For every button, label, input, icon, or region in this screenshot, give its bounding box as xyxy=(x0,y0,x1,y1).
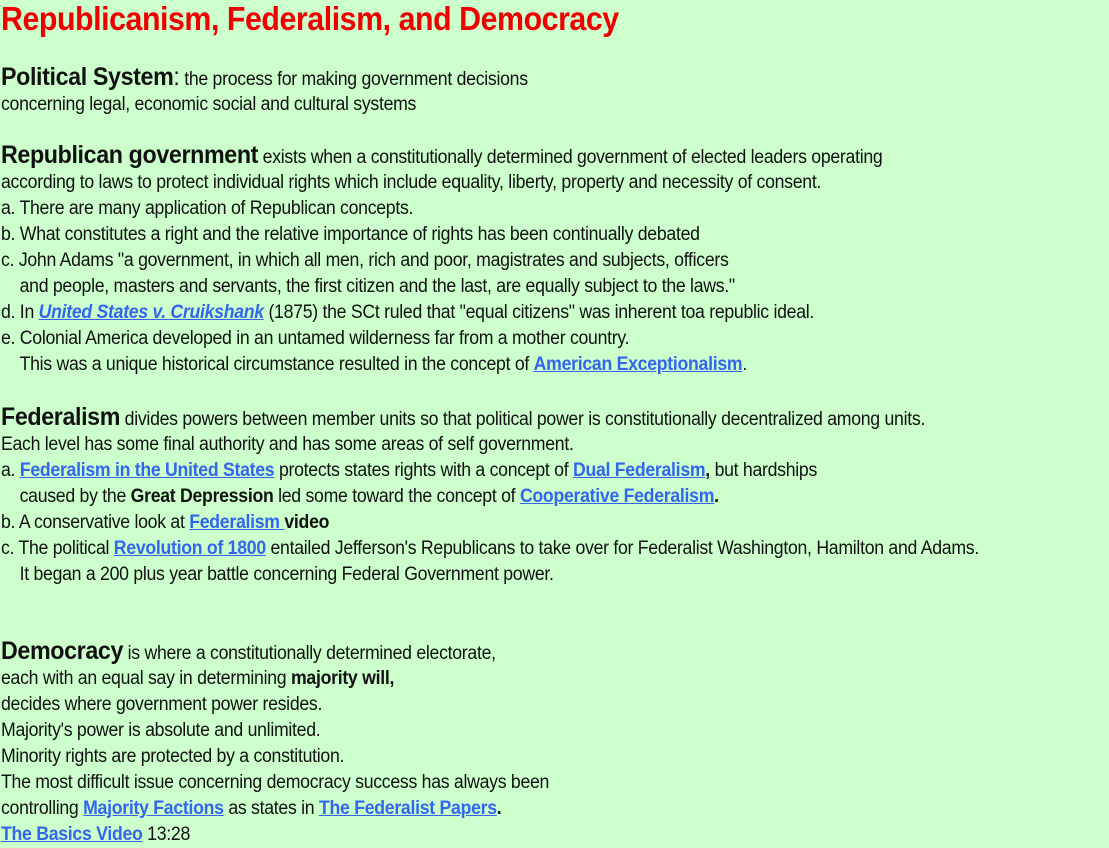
democracy-line3: decides where government power resides. xyxy=(1,694,323,715)
republican-item-d xyxy=(1,300,882,326)
democracy-section xyxy=(1,636,549,848)
great-depression-text: Great Depression xyxy=(130,486,274,507)
political-system-term: Political System xyxy=(1,63,174,91)
revolution-1800-link[interactable]: Revolution of 1800 xyxy=(113,538,266,559)
political-system-line2: concerning legal, economic social and cultural systems xyxy=(1,94,417,115)
federalism-item-a-comma: , xyxy=(705,460,710,481)
republican-item-b: b. What constitutes a right and the relative importance of rights has been continually debated xyxy=(1,224,700,245)
democracy-line7-mid: as states in xyxy=(223,798,319,819)
federalism-in-us-link[interactable]: Federalism in the United States xyxy=(19,460,275,481)
majority-will-text: majority will, xyxy=(290,668,395,689)
american-exceptionalism-link[interactable]: American Exceptionalism xyxy=(533,354,743,375)
federalism-section xyxy=(1,402,979,588)
political-system-definition: the process for making government decisions xyxy=(179,69,528,90)
democracy-line6: The most difficult issue concerning democracy success has always been xyxy=(1,772,550,793)
republican-section xyxy=(1,140,882,378)
republican-item-a: a. There are many application of Republican concepts. xyxy=(1,198,414,219)
democracy-term: Democracy xyxy=(1,637,124,665)
political-system-section xyxy=(1,62,528,118)
basics-video-duration: 13:28 xyxy=(142,824,191,845)
democracy-basics-line xyxy=(1,822,549,848)
video-text: video xyxy=(284,512,330,533)
federalism-item-c-suffix: entailed Jefferson's Republicans to take over for Federalist Washington, Hamilton and Adams. xyxy=(265,538,979,559)
republican-item-c2: and people, masters and servants, the first citizen and the last, are equally subject to the laws." xyxy=(19,276,735,297)
cooperative-federalism-link[interactable]: Cooperative Federalism xyxy=(519,486,715,507)
federalism-item-c xyxy=(1,536,979,562)
republican-item-e2 xyxy=(1,352,882,378)
federalist-papers-link[interactable]: The Federalist Papers xyxy=(318,798,497,819)
democracy-line4: Majority's power is absolute and unlimited. xyxy=(1,720,321,741)
federalism-item-b xyxy=(1,510,979,536)
federalism-item-a-prefix: a. xyxy=(1,460,20,481)
federalism-item-a2 xyxy=(1,484,979,510)
republican-item-e1: e. Colonial America developed in an untamed wilderness far from a mother country. xyxy=(1,328,630,349)
political-system-colon: : xyxy=(173,63,180,91)
democracy-line7-suffix: . xyxy=(496,798,502,819)
democracy-line7 xyxy=(1,796,549,822)
majority-factions-link[interactable]: Majority Factions xyxy=(83,798,224,819)
republican-item-d-suffix: (1875) the SCt ruled that "equal citizens" was inherent toa republic ideal. xyxy=(263,302,815,323)
republican-line1: exists when a constitutionally determined government of elected leaders operating xyxy=(258,147,883,168)
federalism-item-a2-mid: led some toward the concept of xyxy=(273,486,520,507)
republican-item-e2-suffix: . xyxy=(742,354,747,375)
federalism-item-a2-suffix: . xyxy=(714,486,719,507)
republican-term: Republican government xyxy=(1,141,259,169)
federalism-item-a2-prefix: caused by the xyxy=(19,486,131,507)
cruikshank-link[interactable]: United States v. Cruikshank xyxy=(38,302,264,323)
democracy-line1: is where a constitutionally determined electorate, xyxy=(123,643,496,664)
republican-item-e2-prefix: This was a unique historical circumstance resulted in the concept of xyxy=(19,354,534,375)
republican-line2: according to laws to protect individual rights which include equality, liberty, property and necessity of consent. xyxy=(1,172,822,193)
basics-video-link[interactable]: The Basics Video xyxy=(1,824,143,845)
democracy-line2 xyxy=(1,666,549,692)
federalism-item-a xyxy=(1,458,979,484)
federalism-line2: Each level has some final authority and has some areas of self government. xyxy=(1,434,574,455)
federalism-term: Federalism xyxy=(1,403,121,431)
dual-federalism-link[interactable]: Dual Federalism xyxy=(572,460,706,481)
federalism-item-c2: It began a 200 plus year battle concerning Federal Government power. xyxy=(19,564,554,585)
democracy-line7-prefix: controlling xyxy=(1,798,84,819)
republican-item-d-prefix: d. In xyxy=(1,302,39,323)
federalism-item-a-suffix: but hardships xyxy=(709,460,818,481)
federalism-item-c-prefix: c. The political xyxy=(1,538,114,559)
democracy-line5: Minority rights are protected by a constitution. xyxy=(1,746,345,767)
federalism-video-link[interactable]: Federalism xyxy=(189,512,285,533)
federalism-item-a-mid: protects states rights with a concept of xyxy=(274,460,573,481)
federalism-line1: divides powers between member units so that political power is constitutionally decentralized among units. xyxy=(120,409,926,430)
page-title: Republicanism, Federalism, and Democracy xyxy=(1,0,619,37)
republican-item-c1: c. John Adams "a government, in which all men, rich and poor, magistrates and subjects, officers xyxy=(1,250,729,271)
federalism-item-b-prefix: b. A conservative look at xyxy=(1,512,190,533)
democracy-line2-prefix: each with an equal say in determining xyxy=(1,668,291,689)
